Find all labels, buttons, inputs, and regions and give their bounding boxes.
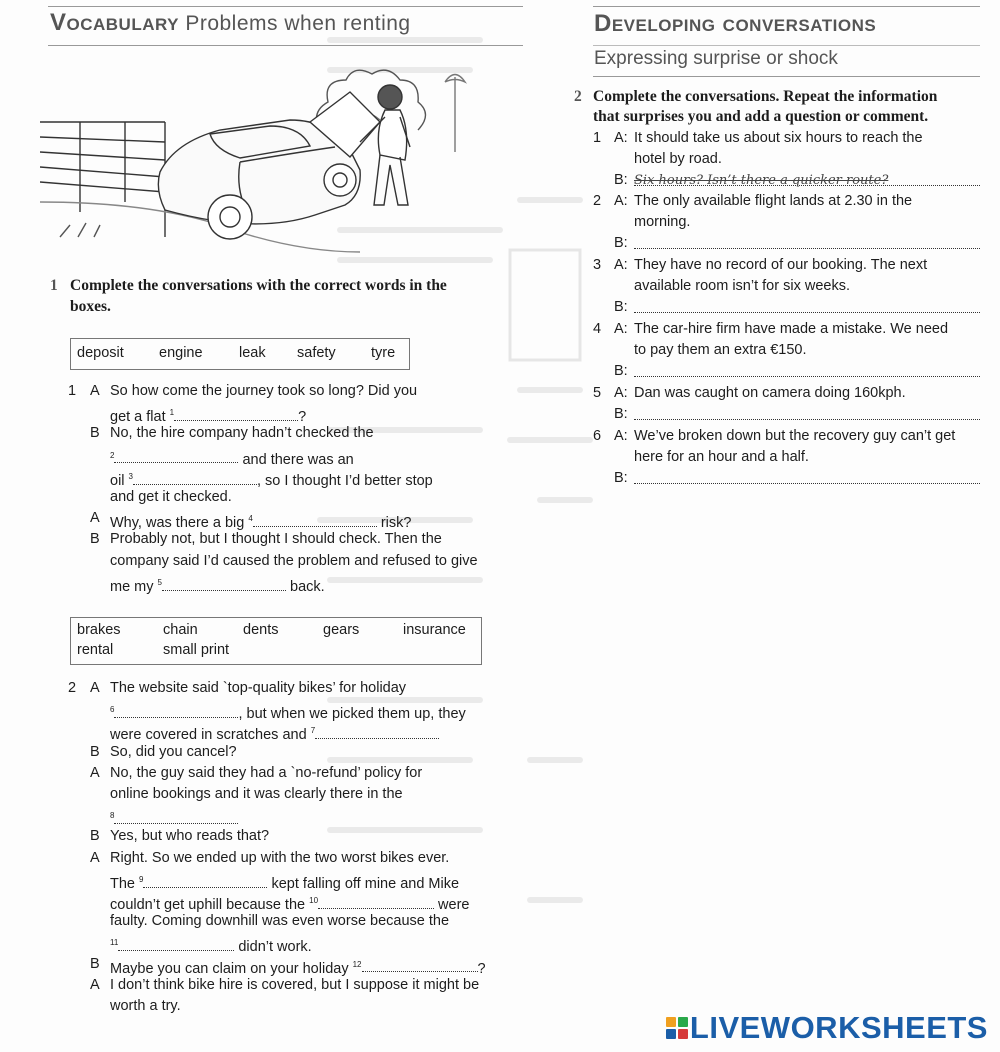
speaker-label: B: <box>614 172 628 188</box>
title-rule-left <box>48 45 523 46</box>
speaker-label: B <box>90 828 100 845</box>
dialogue-text: worth a try. <box>110 998 181 1014</box>
ex2-item-number: 6 <box>593 428 602 444</box>
dialogue-text: Why, was there a big <box>110 515 249 532</box>
answer-gap[interactable] <box>114 703 238 718</box>
gap-number: 3 <box>128 471 133 481</box>
dialogue-text: were <box>434 896 470 913</box>
speaker-label: A: <box>614 257 628 273</box>
speaker-label: A <box>90 680 100 696</box>
ex2-answer-field[interactable] <box>634 418 980 420</box>
dialogue-line <box>110 678 406 699</box>
answer-gap[interactable] <box>162 576 286 591</box>
gap-number: 5 <box>157 577 162 587</box>
ex2-prompt-line2: here for an hour and a half. <box>634 449 809 465</box>
word-box-2 <box>70 617 482 665</box>
answer-gap[interactable] <box>315 724 439 739</box>
ex2-prompt-line1: The only available flight lands at 2.30 in the <box>634 193 913 209</box>
ex2-instruction-line2: that surprises you and add a question or comment. <box>593 108 929 125</box>
gap-number: 10 <box>309 896 319 905</box>
answer-gap[interactable] <box>362 957 478 972</box>
speaker-label: A <box>90 764 100 781</box>
ex2-prompt-line2: available room isn’t for six weeks. <box>634 278 850 294</box>
dialogue-text: The website said `top-quality bikes’ for holiday <box>110 680 407 696</box>
dialogue-text: Yes, but who reads that? <box>110 828 270 845</box>
speaker-label: B: <box>614 363 628 379</box>
dialogue-text: ? <box>298 409 307 426</box>
vocab-title <box>50 9 411 36</box>
ex2-item-number: 5 <box>593 385 602 401</box>
dev-subtitle: Expressing surprise or shock <box>594 48 838 69</box>
ex2-answer-field[interactable] <box>634 247 980 249</box>
word-box-1 <box>70 338 410 370</box>
dev-title <box>594 10 877 37</box>
word-box-2-item: chain <box>163 622 198 638</box>
conversation-1-number: 1 <box>68 383 77 399</box>
gap-number: 1 <box>169 408 175 418</box>
speaker-label: B: <box>614 299 628 315</box>
dialogue-line <box>110 742 237 763</box>
dialogue-text: were covered in scratches and <box>110 727 311 744</box>
dialogue-line <box>110 996 181 1017</box>
gap-number: 2 <box>110 450 115 460</box>
ex2-answer-field[interactable] <box>634 311 980 313</box>
answer-gap[interactable] <box>253 512 377 527</box>
ex2-number: 2 <box>574 88 582 105</box>
top-rule-right <box>593 6 980 7</box>
dialogue-text: couldn’t get uphill because the <box>110 896 310 913</box>
ex2-item-number: 3 <box>593 257 602 273</box>
answer-gap[interactable] <box>143 873 267 888</box>
dialogue-text: ? <box>477 960 486 977</box>
vocab-title-caps: Vocabulary <box>50 9 179 36</box>
word-box-2-item: dents <box>243 622 279 638</box>
dialogue-text: and get it checked. <box>110 489 232 505</box>
ex2-item-number: 4 <box>593 321 602 337</box>
vocab-title-rest: Problems when renting <box>185 12 411 35</box>
speaker-label: A: <box>614 321 628 337</box>
title-rule-right <box>593 45 980 46</box>
speaker-label: A <box>90 383 100 399</box>
speaker-label: B <box>90 743 100 760</box>
gap-number: 8 <box>110 811 115 821</box>
dialogue-line <box>110 572 325 598</box>
dialogue-text: Maybe you can claim on your holiday <box>110 960 353 977</box>
answer-gap[interactable] <box>118 936 234 951</box>
conversation-2-number: 2 <box>68 680 77 696</box>
speaker-label: B: <box>614 406 628 422</box>
ex2-instruction-line1: Complete the conversations. Repeat the information <box>593 88 938 105</box>
word-box-2-item: small print <box>163 642 230 658</box>
ex2-prompt-line1: They have no record of our booking. The next <box>634 257 928 273</box>
dialogue-text: oil <box>110 472 129 489</box>
ex2-answer-field[interactable] <box>634 375 980 377</box>
dialogue-text: , but when we picked them up, they <box>238 706 466 723</box>
word-box-1-item: leak <box>239 345 266 361</box>
answer-gap[interactable] <box>133 470 257 485</box>
speaker-label: A <box>90 510 100 527</box>
dialogue-line <box>110 423 374 444</box>
speaker-label: A <box>90 849 100 866</box>
speaker-label: A: <box>614 193 628 209</box>
speaker-label: A: <box>614 428 628 444</box>
answer-gap[interactable] <box>174 406 298 421</box>
subtitle-rule-right <box>593 76 980 77</box>
liveworksheets-logo <box>666 1010 988 1046</box>
dialogue-line <box>110 487 232 508</box>
ex2-prompt-line1: It should take us about six hours to reach the <box>634 130 923 146</box>
dialogue-line <box>110 975 479 996</box>
dialogue-text: I don’t think bike hire is covered, but I suppose it might be <box>110 976 480 993</box>
dialogue-text: kept falling off mine and Mike <box>267 875 460 892</box>
speaker-label: A <box>90 976 100 993</box>
liveworksheets-logo-text: LIVEWORKSHEETS <box>689 1010 988 1045</box>
top-rule-left <box>48 6 523 7</box>
dialogue-text: me my <box>110 578 158 595</box>
ex2-prompt-line1: The car-hire firm have made a mistake. We need <box>634 321 949 337</box>
dialogue-text: faulty. Coming downhill was even worse because the <box>110 913 450 930</box>
dialogue-text: get a flat <box>110 409 170 426</box>
dialogue-line <box>110 551 478 572</box>
word-box-2-item: gears <box>323 622 360 638</box>
ex2-prompt-line1: Dan was caught on camera doing 160kph. <box>634 385 906 401</box>
ex2-example-answer: Six hours? Isn’t there a quicker route? <box>634 173 889 188</box>
dialogue-text: Right. So we ended up with the two worst bikes ever. <box>110 849 450 866</box>
dialogue-text: company said I’d caused the problem and refused to give <box>110 552 478 569</box>
answer-gap[interactable] <box>114 448 238 463</box>
ex2-item-number: 1 <box>593 130 602 146</box>
dialogue-text: , so I thought I’d better stop <box>257 472 433 489</box>
dialogue-text: The <box>110 875 140 892</box>
ex2-prompt-line2: morning. <box>634 214 691 230</box>
answer-gap[interactable] <box>318 894 434 909</box>
word-box-1-item: safety <box>297 345 336 361</box>
dialogue-line <box>110 911 449 932</box>
dialogue-text: online bookings and it was clearly there in the <box>110 786 403 802</box>
gap-number: 12 <box>352 959 362 969</box>
dialogue-line <box>110 826 269 847</box>
gap-number: 9 <box>139 874 144 884</box>
speaker-label: B <box>90 531 100 548</box>
gap-number: 11 <box>110 938 119 948</box>
dialogue-text: So, did you cancel? <box>110 743 237 760</box>
gap-number: 6 <box>110 705 115 715</box>
word-box-2-item: rental <box>77 642 114 658</box>
dialogue-line <box>110 381 417 402</box>
dialogue-text: No, the hire company hadn’t checked the <box>110 425 374 442</box>
answer-gap[interactable] <box>114 809 238 824</box>
ex1-instruction-line1: Complete the conversations with the correct words in the <box>70 277 447 294</box>
dialogue-text: risk? <box>376 515 412 532</box>
ex2-answer-field[interactable] <box>634 482 980 484</box>
ex1-number: 1 <box>50 277 58 294</box>
ex2-item-number: 2 <box>593 193 602 209</box>
ex1-instruction-line2: boxes. <box>70 298 111 315</box>
speaker-label: B: <box>614 470 628 486</box>
ex2-prompt-line2: to pay them an extra €150. <box>634 342 807 358</box>
word-box-2-item: insurance <box>403 622 466 638</box>
liveworksheets-logo-icon <box>666 1017 688 1039</box>
gap-number: 7 <box>310 726 316 736</box>
dialogue-line <box>110 763 422 784</box>
speaker-label: B <box>90 425 100 442</box>
speaker-label: B <box>90 955 100 972</box>
word-box-1-item: tyre <box>371 345 396 361</box>
dialogue-line <box>110 784 403 805</box>
gap-number: 4 <box>248 514 253 524</box>
dialogue-line <box>110 848 449 869</box>
dialogue-text: Probably not, but I thought I should check. Then the <box>110 531 442 548</box>
speaker-label: A: <box>614 130 628 146</box>
ex2-prompt-line2: hotel by road. <box>634 151 722 167</box>
dialogue-line <box>110 529 442 550</box>
word-box-1-item: deposit <box>77 345 124 361</box>
car-breakdown-illustration <box>40 62 520 262</box>
word-box-2-item: brakes <box>77 622 121 638</box>
dialogue-text: back. <box>285 578 325 595</box>
dialogue-text: No, the guy said they had a `no-refund’ policy for <box>110 764 423 781</box>
speaker-label: B: <box>614 235 628 251</box>
word-box-1-item: engine <box>159 345 203 361</box>
dialogue-text: didn’t work. <box>234 939 312 956</box>
dev-title-caps: Developing conversations <box>594 10 877 37</box>
dialogue-text: So how come the journey took so long? Did you <box>110 383 418 399</box>
speaker-label: A: <box>614 385 628 401</box>
dialogue-text: and there was an <box>238 451 354 468</box>
ex2-prompt-line1: We’ve broken down but the recovery guy can’t get <box>634 428 956 444</box>
